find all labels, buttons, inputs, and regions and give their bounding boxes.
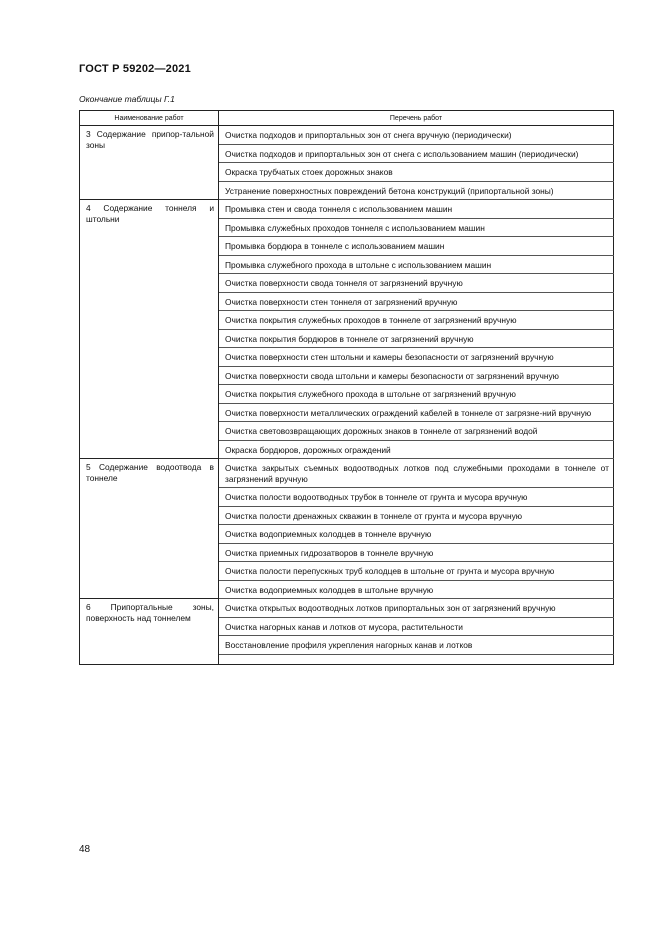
work-item-cell: Очистка световозвращающих дорожных знаков в тоннеле от загрязнений водой <box>219 422 614 441</box>
work-item-cell: Очистка закрытых съемных водоотводных лотков под служебными проходами в тоннеле от загрязнений вручную <box>219 459 614 488</box>
column-header-name: Наименование работ <box>80 111 219 126</box>
column-header-works: Перечень работ <box>219 111 614 126</box>
work-item-cell: Очистка подходов и припортальных зон от снега с использованием машин (периодически) <box>219 144 614 163</box>
table-closing-row <box>80 654 614 664</box>
work-item-cell: Устранение поверхностных повреждений бетона конструкций (припортальной зоны) <box>219 181 614 200</box>
work-item-cell: Очистка покрытия бордюров в тоннеле от загрязнений вручную <box>219 329 614 348</box>
work-item-cell: Очистка водоприемных колодцев в тоннеле вручную <box>219 525 614 544</box>
work-item-cell: Восстановление профиля укрепления нагорных канав и лотков <box>219 636 614 655</box>
table-closing-cell-right <box>219 654 614 664</box>
page-number: 48 <box>79 844 91 855</box>
work-item-cell: Очистка полости перепускных труб колодцев в штольне от грунта и мусора вручную <box>219 562 614 581</box>
work-item-cell: Промывка служебных проходов тоннеля с использованием машин <box>219 218 614 237</box>
work-item-cell: Очистка поверхности стен тоннеля от загрязнений вручную <box>219 292 614 311</box>
table-row <box>80 200 614 219</box>
work-item-cell: Очистка покрытия служебных проходов в тоннеле от загрязнений вручную <box>219 311 614 330</box>
work-item-cell: Очистка приемных гидрозатворов в тоннеле вручную <box>219 543 614 562</box>
table-caption: Окончание таблицы Г.1 <box>79 94 175 104</box>
work-item-cell: Промывка служебного прохода в штольне с использованием машин <box>219 255 614 274</box>
works-table <box>79 110 614 665</box>
work-item-cell: Очистка подходов и припортальных зон от снега вручную (периодически) <box>219 126 614 145</box>
table-row <box>80 126 614 145</box>
table-header-row <box>80 111 614 126</box>
work-item-cell: Очистка поверхности свода тоннеля от загрязнений вручную <box>219 274 614 293</box>
table-row <box>80 599 614 618</box>
section-name-cell: 5 Содержание водоотвода в тоннеле <box>80 459 219 599</box>
work-item-cell: Очистка покрытия служебного прохода в штольне от загрязнений вручную <box>219 385 614 404</box>
work-item-cell: Очистка водоприемных колодцев в штольне вручную <box>219 580 614 599</box>
section-name-cell: 3 Содержание припор-тальной зоны <box>80 126 219 200</box>
work-item-cell: Окраска трубчатых стоек дорожных знаков <box>219 163 614 182</box>
work-item-cell: Очистка открытых водоотводных лотков припортальных зон от загрязнений вручную <box>219 599 614 618</box>
work-item-cell: Промывка бордюра в тоннеле с использованием машин <box>219 237 614 256</box>
section-name-cell: 6 Припортальные зоны, поверхность над тоннелем <box>80 599 219 655</box>
work-item-cell: Промывка стен и свода тоннеля с использованием машин <box>219 200 614 219</box>
work-item-cell: Очистка поверхности металлических ограждений кабелей в тоннеле от загрязне-ний вручную <box>219 403 614 422</box>
work-item-cell: Очистка поверхности стен штольни и камеры безопасности от загрязнений вручную <box>219 348 614 367</box>
work-item-cell: Очистка полости дренажных скважин в тоннеле от грунта и мусора вручную <box>219 506 614 525</box>
work-item-cell: Очистка полости водоотводных трубок в тоннеле от грунта и мусора вручную <box>219 488 614 507</box>
table-closing-cell-left <box>80 654 219 664</box>
work-item-cell: Окраска бордюров, дорожных ограждений <box>219 440 614 459</box>
table-body <box>80 126 614 665</box>
work-item-cell: Очистка нагорных канав и лотков от мусора, растительности <box>219 617 614 636</box>
standard-designation: ГОСТ Р 59202—2021 <box>79 63 191 75</box>
table-row <box>80 459 614 488</box>
section-name-cell: 4 Содержание тоннеля и штольни <box>80 200 219 459</box>
work-item-cell: Очистка поверхности свода штольни и камеры безопасности от загрязнений вручную <box>219 366 614 385</box>
